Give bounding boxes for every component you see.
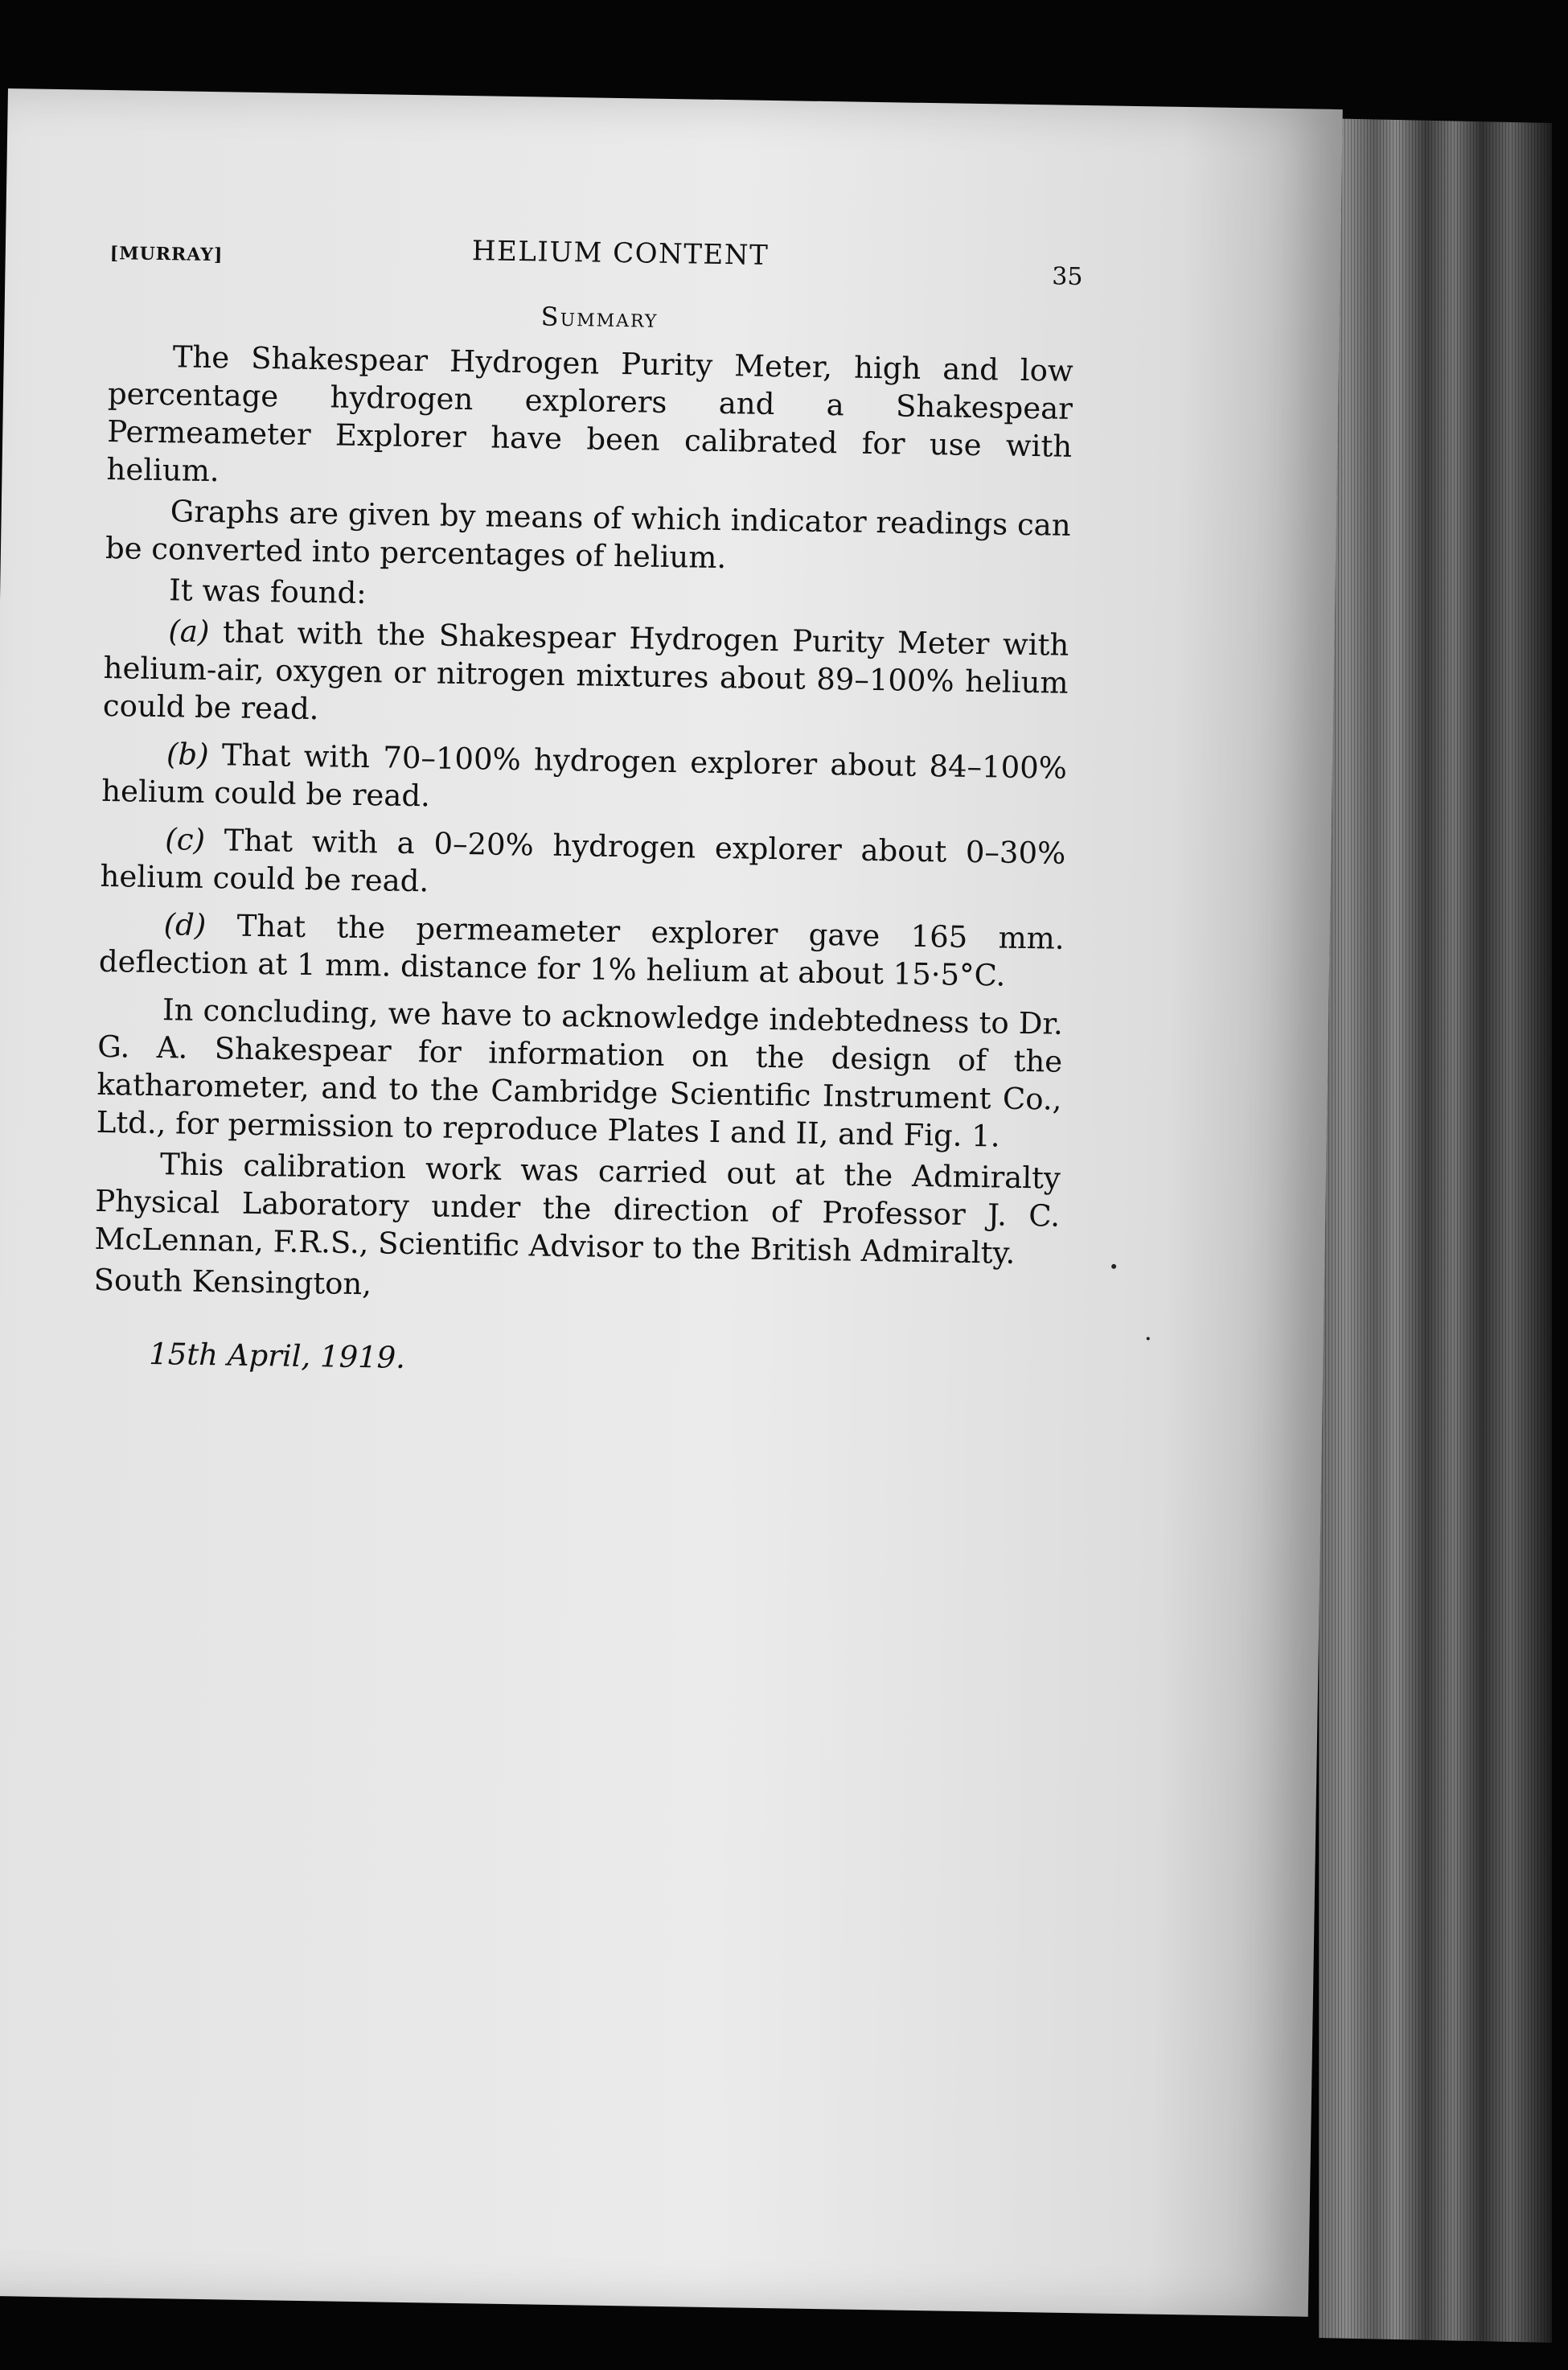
finding-d-letter: (d): [163, 907, 207, 943]
section-heading: Summary: [540, 301, 659, 334]
running-head: [109, 219, 1083, 302]
finding-c-letter: (c): [165, 822, 206, 857]
summary-paragraph-3: It was found:: [168, 573, 367, 611]
finding-a: [103, 611, 1069, 740]
finding-d-text: That the permeameter explorer gave 165 mm. deflection at 1 mm. distance for 1% helium at about 15·5°C.: [98, 908, 1065, 993]
book-page-edges: [1319, 118, 1552, 2343]
finding-b: [101, 734, 1067, 825]
dust-speck: [1111, 1264, 1116, 1269]
page-number: 35: [1052, 262, 1083, 292]
signoff-place: South Kensington,: [93, 1262, 372, 1302]
laboratory-paragraph: This calibration work was carried out at the Admiralty Physical Laboratory under the direction of Professor J. C. McLennan, F.R.S., Scientific Advisor to the British Admiralty.: [94, 1147, 1061, 1271]
finding-d: [99, 905, 1065, 996]
book-page: [0, 88, 1343, 2317]
finding-b-text: That with 70–100% hydrogen explorer about 84–100% helium could be read.: [101, 737, 1068, 814]
finding-a-letter: (a): [168, 614, 210, 650]
page-text: [92, 219, 1083, 1387]
finding-b-letter: (b): [166, 737, 209, 773]
summary-paragraph-2: Graphs are given by means of which indicator readings can be converted into percentages of helium.: [105, 494, 1071, 576]
finding-c-text: That with a 0–20% hydrogen explorer about 0–30% helium could be read.: [100, 823, 1066, 899]
dust-speck: [1147, 1337, 1150, 1340]
summary-paragraph-1: The Shakespear Hydrogen Purity Meter, high and low percentage hydrogen explorers and a Shakespear Permeameter Explorer have been calibrated for use with helium.: [106, 339, 1073, 489]
finding-c: [100, 819, 1065, 910]
author-tag: [MURRAY]: [109, 243, 224, 266]
running-title: HELIUM CONTENT: [471, 235, 770, 272]
signoff-date: 15th April, 1919.: [148, 1336, 406, 1375]
acknowledgement-paragraph: In concluding, we have to acknowledge indebtedness to Dr. G. A. Shakespear for information on the design of the katharometer, and to the Cambridge Scientific Instrument Co., Ltd., for permission to reproduce Plates I and II, and Fig. 1.: [96, 992, 1064, 1154]
finding-a-text: that with the Shakespear Hydrogen Purity Meter with helium-air, oxygen or nitrogen mixtures about 89–100% helium could be read.: [102, 614, 1069, 727]
